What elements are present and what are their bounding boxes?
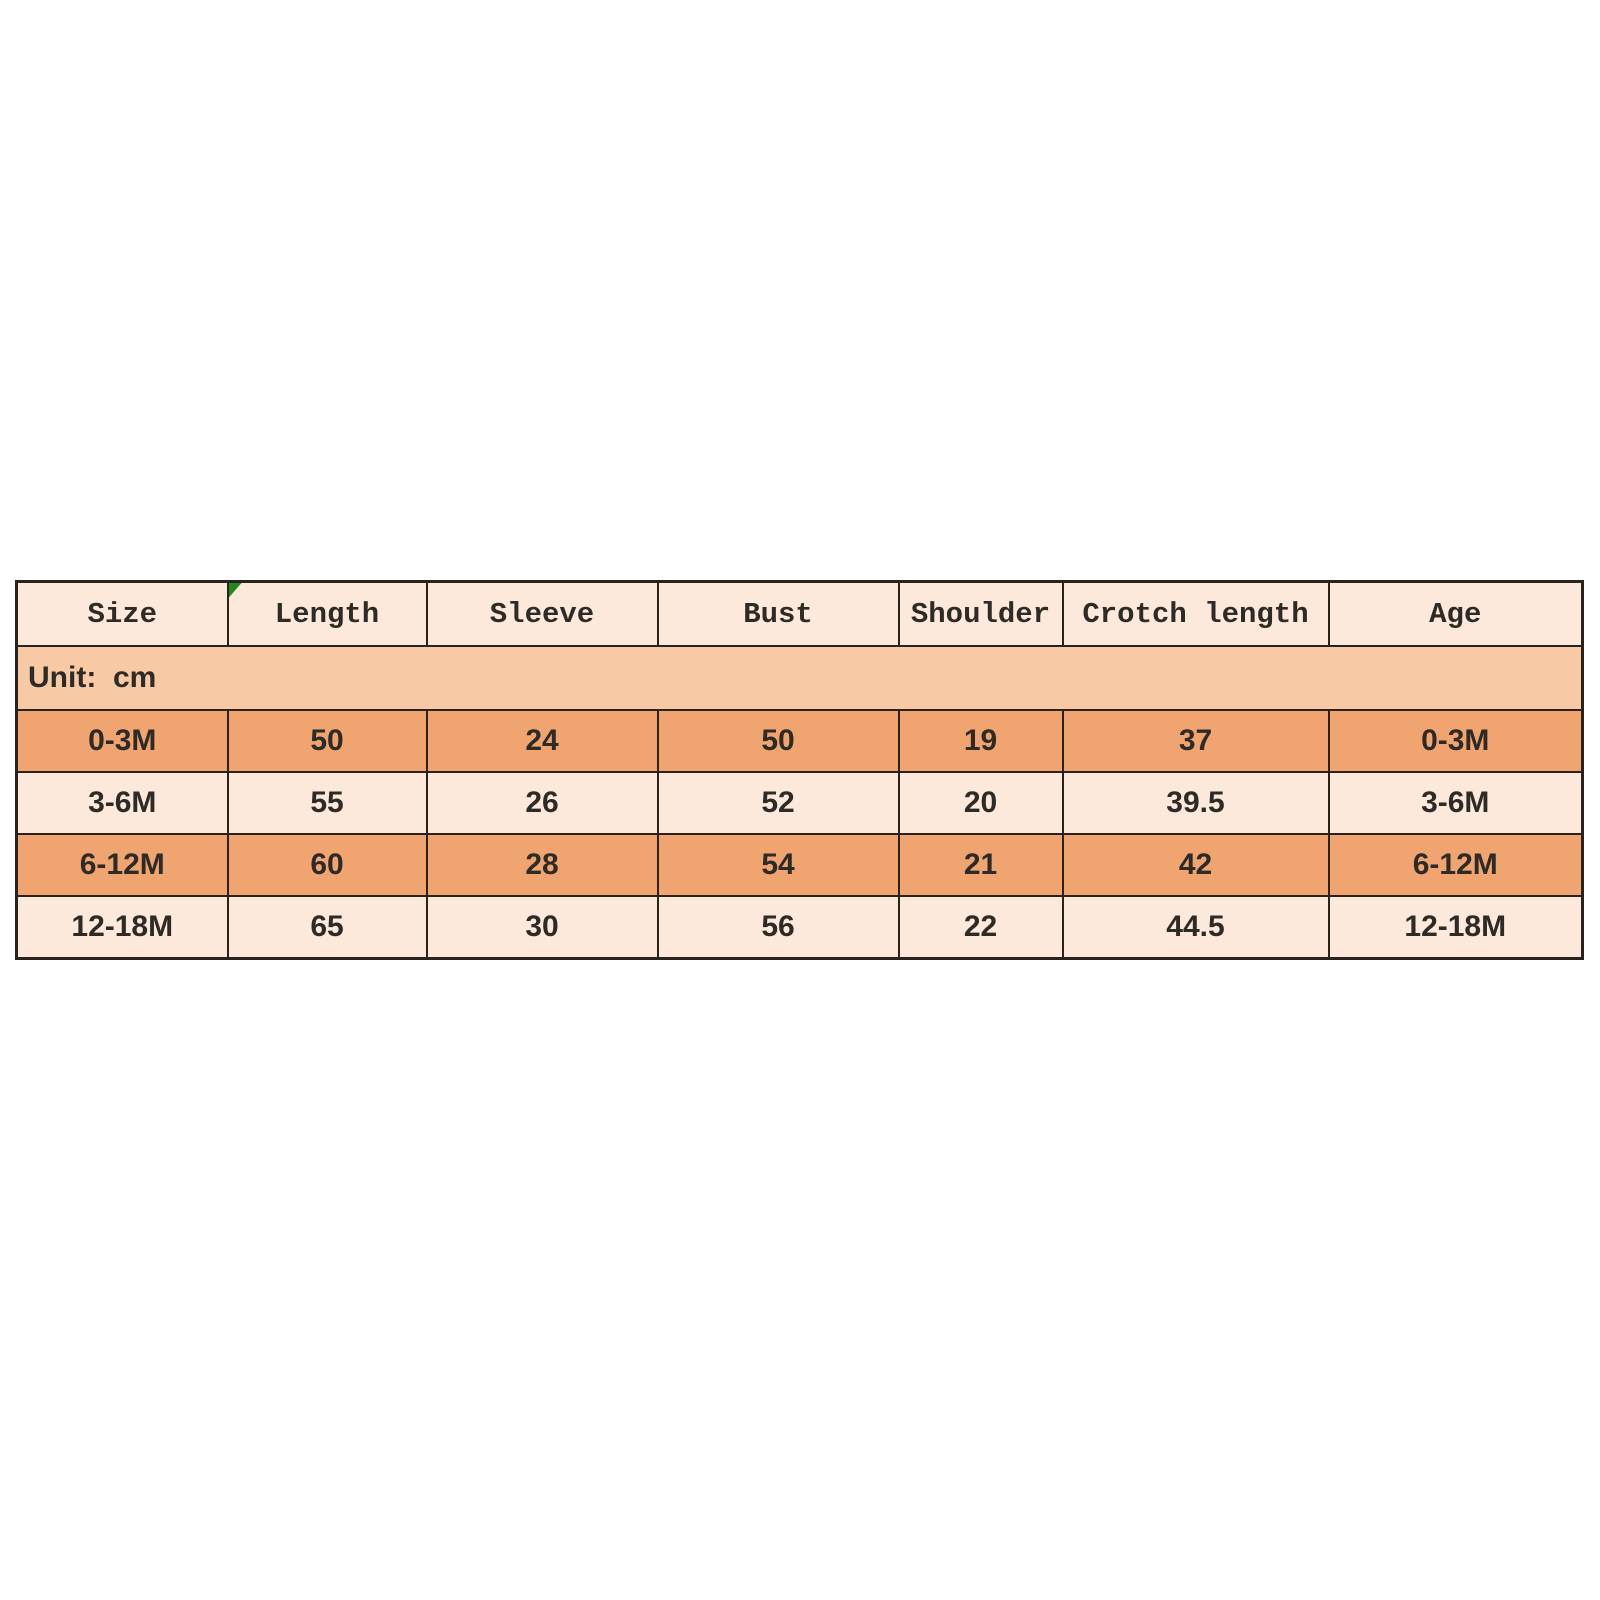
table-cell: 30: [427, 896, 658, 959]
unit-band: [17, 646, 1583, 710]
table-cell: 12-18M: [17, 896, 228, 959]
header-cell-size: Size: [17, 582, 228, 647]
table-cell: 0-3M: [1329, 710, 1583, 772]
header-cell-sleeve: Sleeve: [427, 582, 658, 647]
table-cell: 42: [1063, 834, 1329, 896]
header-cell-crotch-length: Crotch length: [1063, 582, 1329, 647]
table-cell: 12-18M: [1329, 896, 1583, 959]
size-chart: [15, 580, 1584, 960]
table-cell: 21: [899, 834, 1063, 896]
header-cell-shoulder: Shoulder: [899, 582, 1063, 647]
size-chart-table: [15, 580, 1584, 960]
table-cell: 6-12M: [1329, 834, 1583, 896]
header-cell-length: Length: [228, 582, 427, 647]
table-row: [17, 896, 1583, 959]
table-cell: 26: [427, 772, 658, 834]
table-cell: 3-6M: [17, 772, 228, 834]
table-row: [17, 834, 1583, 896]
table-cell: 65: [228, 896, 427, 959]
table-cell: 28: [427, 834, 658, 896]
table-cell: 56: [658, 896, 899, 959]
table-cell: 0-3M: [17, 710, 228, 772]
table-cell: 37: [1063, 710, 1329, 772]
table-cell: 24: [427, 710, 658, 772]
table-cell: 39.5: [1063, 772, 1329, 834]
header-cell-age: Age: [1329, 582, 1583, 647]
unit-label: Unit: cm: [17, 646, 1583, 710]
header-row: [17, 582, 1583, 647]
table-cell: 3-6M: [1329, 772, 1583, 834]
green-triangle-icon: [229, 583, 242, 598]
table-cell: 19: [899, 710, 1063, 772]
table-cell: 50: [658, 710, 899, 772]
table-cell: 20: [899, 772, 1063, 834]
table-row: [17, 772, 1583, 834]
table-body: [17, 710, 1583, 959]
table-cell: 44.5: [1063, 896, 1329, 959]
table-cell: 52: [658, 772, 899, 834]
table-cell: 60: [228, 834, 427, 896]
table-cell: 6-12M: [17, 834, 228, 896]
table-cell: 50: [228, 710, 427, 772]
unit-row: [17, 646, 1583, 710]
table-cell: 55: [228, 772, 427, 834]
table-cell: 54: [658, 834, 899, 896]
table-row: [17, 710, 1583, 772]
table-cell: 22: [899, 896, 1063, 959]
table-header: [17, 582, 1583, 647]
header-cell-bust: Bust: [658, 582, 899, 647]
